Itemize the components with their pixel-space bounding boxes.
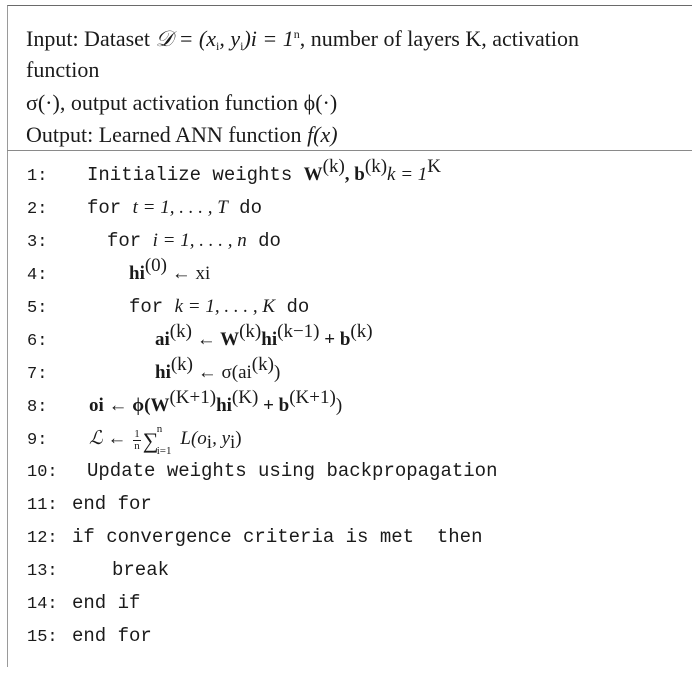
algo-line-5 (27, 297, 309, 327)
weights-symbol: W (303, 164, 323, 185)
line-code: Initialize weights (87, 164, 304, 186)
input-line (26, 26, 579, 53)
algo-line-2 (27, 198, 262, 228)
line-code: Update weights using backpropagation (87, 460, 498, 482)
line-number: 5: (27, 299, 48, 318)
sup-0: (0) (144, 255, 168, 276)
close-paren: ) (273, 362, 281, 383)
bias-b: + b (258, 395, 290, 416)
keyword-do: do (246, 230, 281, 252)
line-number: 11: (27, 496, 58, 515)
sup: (k) (239, 321, 262, 342)
output-fx: f(x) (307, 122, 338, 147)
line-number: 13: (27, 562, 58, 581)
dataset-sub2: i (240, 39, 244, 53)
frac-den: n (134, 440, 140, 452)
bias-b: + b (319, 329, 351, 350)
sub: i (230, 432, 236, 454)
input-label: Input: Dataset (26, 26, 156, 51)
loss-fn: L(o (180, 428, 207, 450)
sup-k: (k) (322, 156, 345, 177)
output-label: Output: Learned ANN function (26, 122, 308, 147)
algo-line-12 (27, 528, 482, 558)
line-number: 8: (27, 398, 48, 417)
sup-K: K (427, 156, 442, 177)
dataset-mid: , y (219, 26, 241, 51)
algo-line-1 (27, 156, 442, 195)
line-number: 9: (27, 431, 48, 451)
hidden-h: hi (155, 362, 171, 383)
frac-num: 1 (134, 428, 140, 440)
algo-line-8 (27, 387, 343, 426)
activation-a: ai (155, 329, 170, 350)
hidden-h: hi (261, 329, 278, 350)
sum-bot: i=1 (156, 444, 172, 457)
algo-line-13 (27, 561, 169, 591)
sigma-apply: ← σ(ai (193, 362, 252, 383)
keyword-for: for (107, 230, 153, 252)
line-number: 2: (27, 200, 48, 219)
close-paren: ) (335, 395, 343, 416)
line-code: break (112, 559, 170, 581)
dataset-math: 𝒟 = (x (155, 26, 217, 51)
line-code: end for (72, 493, 152, 515)
algo-line-14 (27, 594, 140, 624)
algo-line-11 (27, 495, 152, 525)
sup: (k) (350, 321, 373, 342)
keyword-do: do (227, 197, 262, 219)
line-number: 10: (27, 463, 58, 482)
sup: (K+1) (169, 387, 217, 408)
keyword-for: for (87, 197, 133, 219)
sup: (k−1) (277, 321, 320, 342)
header-separator (7, 150, 692, 151)
sup: (K+1) (289, 387, 336, 408)
algo-line-15 (27, 627, 152, 657)
range-math: k = 1 (387, 164, 428, 185)
algo-line-4 (27, 255, 211, 294)
line-code: end if (72, 592, 141, 614)
sup: (k) (251, 354, 274, 375)
loop-range: i = 1, . . . , n (152, 230, 247, 251)
sup-k2: (k) (364, 156, 388, 177)
keyword-for: for (129, 296, 175, 318)
loop-range: t = 1, . . . , T (132, 197, 228, 218)
hidden-init: hi (129, 263, 145, 284)
sum (142, 422, 172, 457)
keyword-do: do (275, 296, 310, 318)
line-code: if convergence criteria is met then (72, 526, 483, 548)
line-number: 7: (27, 365, 48, 384)
line-number: 12: (27, 529, 58, 548)
line-number: 14: (27, 595, 58, 614)
algo-line-9 (27, 422, 242, 459)
line-number: 15: (27, 628, 58, 647)
dataset-sub: i (216, 39, 220, 53)
activation-line: σ(·), output activation function ϕ(·) (26, 90, 338, 115)
line-number: 6: (27, 332, 48, 351)
algo-line-6 (27, 321, 373, 360)
algo-line-10 (27, 462, 497, 492)
input-line-2: function (26, 57, 100, 82)
weight-W: ← W (191, 329, 240, 350)
output-o: oi ← ϕ(W (89, 395, 170, 416)
hidden-h: hi (216, 395, 232, 416)
dataset-sup: n (293, 27, 300, 41)
input-tail: , number of layers K, activation (299, 26, 579, 51)
close-paren: ) (235, 428, 242, 450)
fraction (133, 429, 141, 452)
dataset-end: )i = 1 (243, 26, 294, 51)
sum-symbol: ∑ (142, 427, 159, 453)
loss-symbol: ℒ ← (89, 428, 132, 450)
line-code: end for (72, 625, 152, 647)
sum-top: n (156, 422, 163, 435)
bias-symbol: , b (344, 164, 365, 185)
line-number: 4: (27, 266, 48, 285)
sup: (k) (170, 354, 194, 375)
loss-y: , y (212, 428, 230, 450)
sup: (K) (231, 387, 259, 408)
sub: i (206, 432, 213, 454)
line-number: 1: (27, 167, 48, 186)
line-number: 3: (27, 233, 48, 252)
output-line (26, 124, 338, 146)
loop-range: k = 1, . . . , K (174, 296, 276, 317)
sup: (k) (169, 321, 192, 342)
assign-x: ← xi (167, 263, 211, 284)
